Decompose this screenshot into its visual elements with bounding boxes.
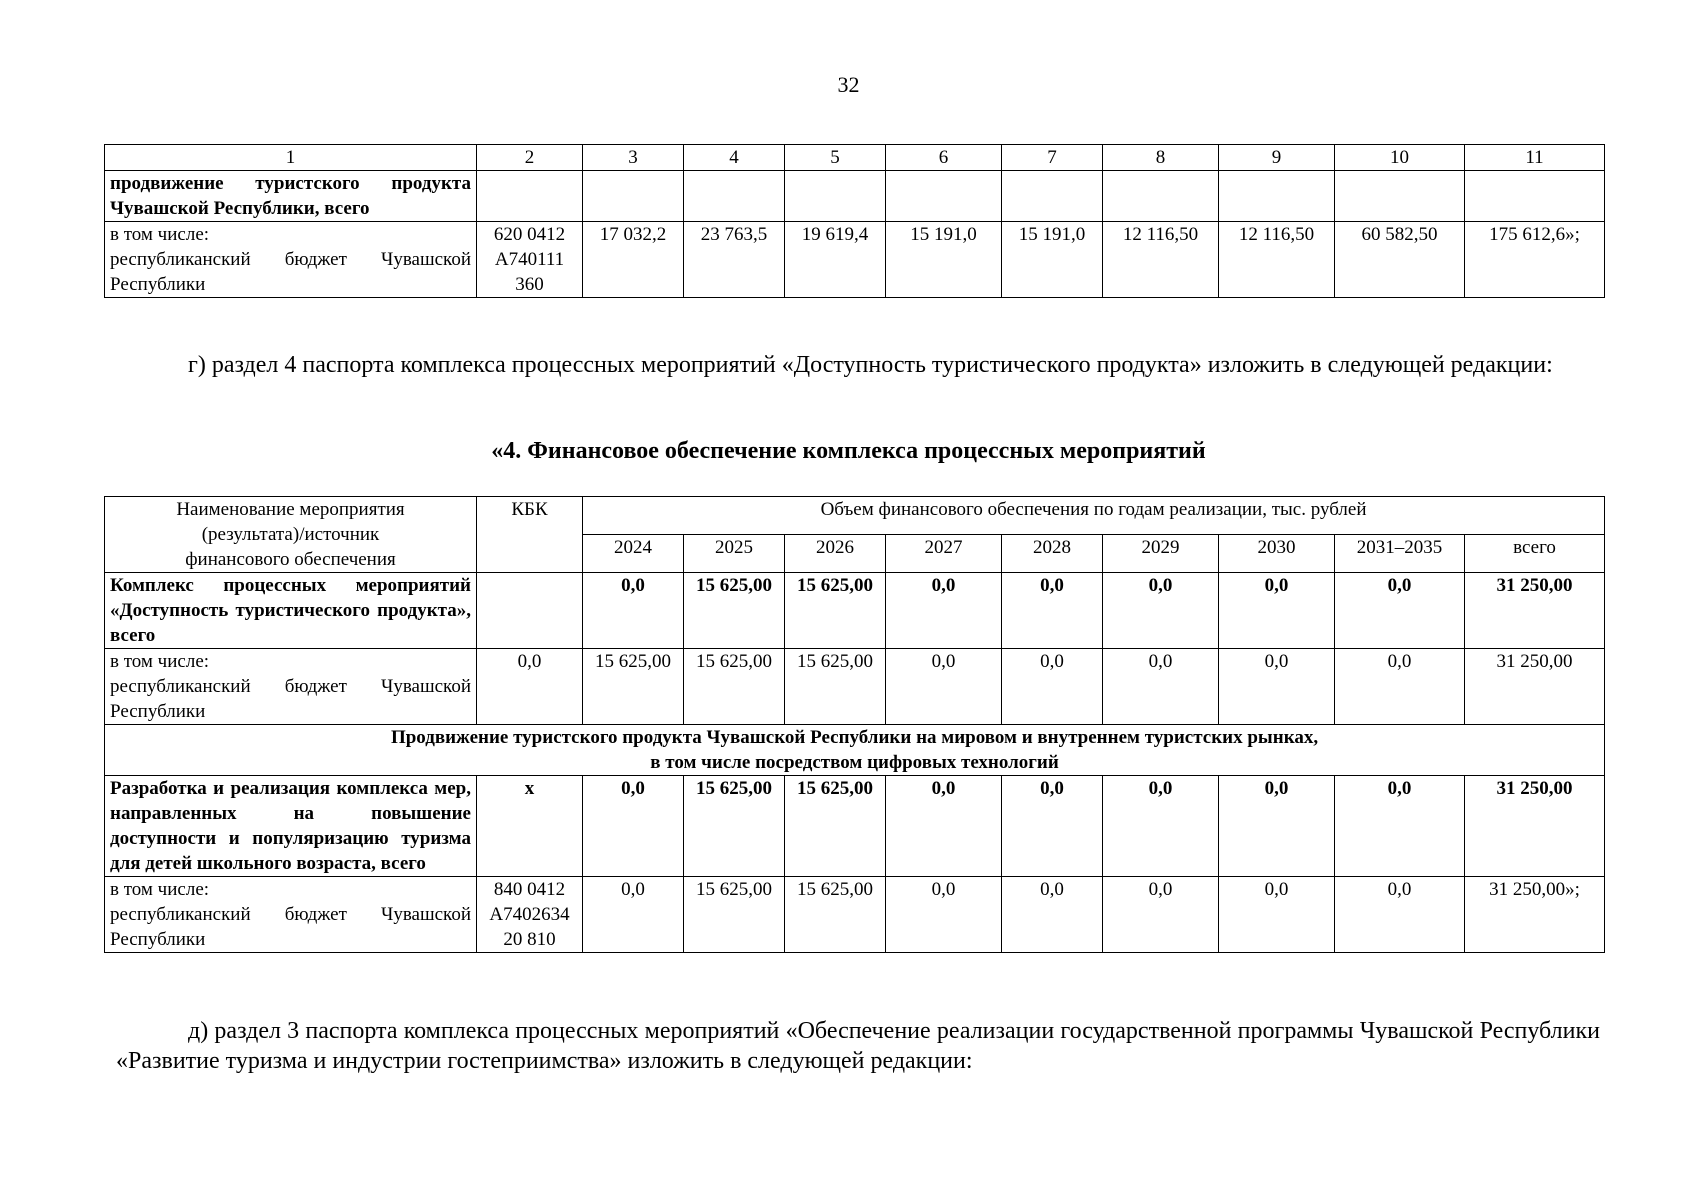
value-cell: 0,0 [1002, 776, 1103, 877]
year-header: 2025 [684, 535, 785, 573]
header-name-line: (результата)/источник [201, 524, 380, 545]
value-cell: 12 116,50 [1219, 222, 1335, 298]
value-cell: 0,0 [583, 877, 684, 953]
header-volume-cell: Объем финансового обеспечения по годам реализации, тыс. рублей [583, 497, 1605, 535]
header-kbk-cell: КБК [477, 497, 583, 573]
table-row [105, 222, 1605, 298]
row-name: Комплекс процессных мероприятий «Доступность туристического продукта», всего [105, 573, 477, 649]
kbk-cell: 0,0 [477, 649, 583, 725]
kbk-cell: х [477, 776, 583, 877]
value-cell: 60 582,50 [1335, 222, 1465, 298]
row-name-line: в том числе: [110, 651, 210, 672]
value-cell: 0,0 [1335, 877, 1465, 953]
financing-table [104, 496, 1605, 953]
year-header: 2026 [785, 535, 886, 573]
value-cell: 19 619,4 [785, 222, 886, 298]
row-name-line: республиканский бюджет Чувашской Республики [110, 249, 471, 295]
value-cell: 15 625,00 [785, 776, 886, 877]
value-cell: 31 250,00»; [1465, 877, 1605, 953]
header-cell: 11 [1465, 145, 1605, 171]
value-cell: 15 625,00 [785, 877, 886, 953]
year-header: 2029 [1103, 535, 1219, 573]
table-cell [477, 171, 583, 222]
section-title [105, 725, 1605, 776]
row-name: Разработка и реализация комплекса мер, направленных на повышение доступности и популяризацию туризма для детей школьного возраста, всего [105, 776, 477, 877]
section-heading: «4. Финансовое обеспечение комплекса процессных мероприятий [491, 438, 1206, 464]
kbk-cell [477, 573, 583, 649]
value-cell: 0,0 [1219, 877, 1335, 953]
table-cell [785, 171, 886, 222]
header-name-line: финансового обеспечения [185, 549, 396, 570]
header-cell: 8 [1103, 145, 1219, 171]
value-cell: 15 625,00 [785, 573, 886, 649]
value-cell: 15 625,00 [785, 649, 886, 725]
value-cell: 0,0 [1002, 877, 1103, 953]
kbk-cell [477, 877, 583, 953]
row-name-line: в том числе: [110, 224, 210, 245]
year-header: 2024 [583, 535, 684, 573]
header-cell: 10 [1335, 145, 1465, 171]
table-cell [1103, 171, 1219, 222]
header-cell: 4 [684, 145, 785, 171]
kbk-line: 620 0412 [493, 224, 566, 245]
value-cell: 23 763,5 [684, 222, 785, 298]
value-cell: 0,0 [1219, 649, 1335, 725]
table-cell [684, 171, 785, 222]
value-cell: 175 612,6»; [1465, 222, 1605, 298]
value-cell: 0,0 [1002, 573, 1103, 649]
table-row [105, 649, 1605, 725]
row-name-line: республиканский бюджет Чувашской Республики [110, 904, 471, 950]
table-cell [583, 171, 684, 222]
kbk-line: А7402634 [489, 904, 570, 925]
value-cell: 31 250,00 [1465, 776, 1605, 877]
header-cell: 6 [886, 145, 1002, 171]
value-cell: 0,0 [886, 649, 1002, 725]
row-name [105, 649, 477, 725]
table-cell [1465, 171, 1605, 222]
header-cell: 2 [477, 145, 583, 171]
year-header: 2031–2035 [1335, 535, 1465, 573]
value-cell: 0,0 [583, 776, 684, 877]
section-title-line: в том числе посредством цифровых технологий [650, 752, 1059, 773]
header-name-line: Наименование мероприятия [176, 499, 405, 520]
value-cell: 15 625,00 [684, 649, 785, 725]
header-cell: 3 [583, 145, 684, 171]
table-cell [1335, 171, 1465, 222]
total-header: всего [1465, 535, 1605, 573]
kbk-line: 20 810 [503, 929, 556, 950]
table-row [105, 877, 1605, 953]
value-cell: 0,0 [1335, 573, 1465, 649]
value-cell: 0,0 [886, 573, 1002, 649]
value-cell: 0,0 [886, 776, 1002, 877]
table-cell [1002, 171, 1103, 222]
kbk-line: А740111 [494, 249, 565, 270]
kbk-line: 360 [515, 274, 544, 295]
value-cell: 17 032,2 [583, 222, 684, 298]
header-cell: 5 [785, 145, 886, 171]
value-cell: 31 250,00 [1465, 573, 1605, 649]
table-row [105, 573, 1605, 649]
value-cell: 0,0 [886, 877, 1002, 953]
row-name [105, 877, 477, 953]
kbk-cell [477, 222, 583, 298]
value-cell: 0,0 [1002, 649, 1103, 725]
value-cell: 0,0 [1103, 877, 1219, 953]
value-cell: 0,0 [1103, 573, 1219, 649]
value-cell: 12 116,50 [1103, 222, 1219, 298]
header-cell: 7 [1002, 145, 1103, 171]
value-cell: 0,0 [583, 573, 684, 649]
value-cell: 15 625,00 [684, 573, 785, 649]
value-cell: 0,0 [1335, 649, 1465, 725]
year-header: 2028 [1002, 535, 1103, 573]
table-continuation [104, 144, 1605, 298]
header-cell: 9 [1219, 145, 1335, 171]
year-header: 2030 [1219, 535, 1335, 573]
table-header-row [105, 497, 1605, 535]
value-cell: 15 625,00 [684, 877, 785, 953]
value-cell: 0,0 [1219, 776, 1335, 877]
paragraph-d: д) раздел 3 паспорта комплекса процессных мероприятий «Обеспечение реализации государственной программы Чувашской Республики «Развитие туризма и индустрии гостеприимства» изложить в следующей редакции: [116, 1018, 1600, 1074]
page-number: 32 [837, 72, 860, 97]
section-row [105, 725, 1605, 776]
row-name [105, 222, 477, 298]
table-row [105, 776, 1605, 877]
row-name-line: республиканский бюджет Чувашской Республики [110, 676, 471, 722]
paragraph-g: г) раздел 4 паспорта комплекса процессных мероприятий «Доступность туристического продукта» изложить в следующей редакции: [188, 352, 1553, 378]
section-title-line: Продвижение туристского продукта Чувашской Республики на мировом и внутреннем туристских рынках, [390, 727, 1319, 748]
header-cell: 1 [105, 145, 477, 171]
kbk-line: 840 0412 [493, 879, 566, 900]
value-cell: 0,0 [1219, 573, 1335, 649]
value-cell: 0,0 [1103, 776, 1219, 877]
row-name-line: в том числе: [110, 879, 210, 900]
header-name-cell [105, 497, 477, 573]
value-cell: 15 191,0 [886, 222, 1002, 298]
value-cell: 15 625,00 [583, 649, 684, 725]
value-cell: 15 191,0 [1002, 222, 1103, 298]
row-name: продвижение туристского продукта Чувашской Республики, всего [105, 171, 477, 222]
year-header: 2027 [886, 535, 1002, 573]
value-cell: 31 250,00 [1465, 649, 1605, 725]
table-header-row [105, 145, 1605, 171]
table-cell [1219, 171, 1335, 222]
value-cell: 0,0 [1335, 776, 1465, 877]
table-row [105, 171, 1605, 222]
value-cell: 15 625,00 [684, 776, 785, 877]
value-cell: 0,0 [1103, 649, 1219, 725]
table-cell [886, 171, 1002, 222]
